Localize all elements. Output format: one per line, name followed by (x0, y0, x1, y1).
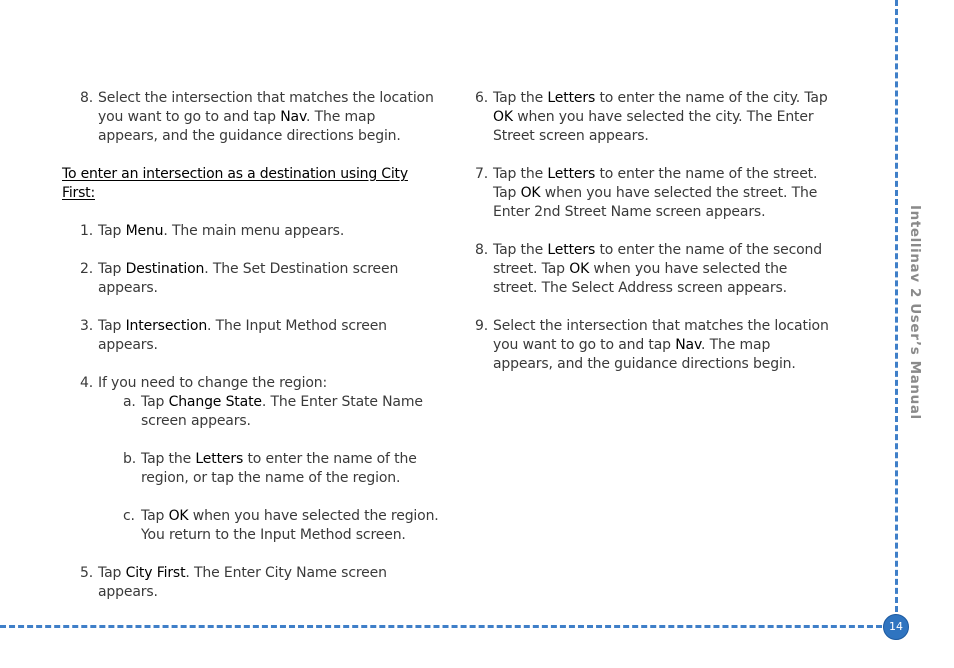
step-text: Select the intersection that matches the location you want to go to and tap Nav. The map appears, and the guidance directions begin. (98, 90, 434, 144)
letters-keyword: Letters (547, 242, 596, 258)
vertical-dashed-border (895, 0, 898, 612)
city-first-keyword: City First (125, 565, 186, 581)
change-state-keyword: Change State (168, 394, 262, 410)
step-3: 3. Tap Intersection. The Input Method screen appears. (80, 318, 387, 353)
substep-a: a. Tap Change State. The Enter State Name screen appears. (123, 394, 423, 429)
page-number-badge: 14 (883, 614, 909, 640)
step-8-left (80, 89, 435, 146)
intersection-keyword: Intersection (125, 318, 208, 334)
ok-keyword: OK (569, 261, 590, 277)
letters-keyword: Letters (547, 90, 596, 106)
step-9: 9. Select the intersection that matches the location you want to go to and tap Nav. The map appears, and the guidance directions begin. (475, 318, 829, 372)
ok-keyword: OK (520, 185, 541, 201)
step-4: 4. If you need to change the region: (80, 375, 328, 391)
step-5: 5. Tap City First. The Enter City Name screen appears. (80, 565, 387, 600)
substep-c: c. Tap OK when you have selected the region. You return to the Input Method screen. (123, 508, 439, 543)
step-2: 2. Tap Destination. The Set Destination screen appears. (80, 261, 399, 296)
step-number: 8. (80, 90, 94, 106)
ok-keyword: OK (493, 109, 513, 125)
letters-keyword: Letters (195, 451, 244, 467)
manual-side-title: Intellinav 2 User’s Manual (907, 205, 923, 420)
step-7: 7. Tap the Letters to enter the name of the street. Tap OK when you have selected the street. The Enter 2nd Street Name screen appears. (475, 166, 818, 220)
menu-keyword: Menu (125, 223, 164, 239)
step-8-right: 8. Tap the Letters to enter the name of the second street. Tap OK when you have selected the street. The Select Address screen appears. (475, 242, 822, 296)
horizontal-dashed-border (0, 625, 882, 628)
substep-b: b. Tap the Letters to enter the name of the region, or tap the name of the region. (123, 451, 417, 486)
letters-keyword: Letters (547, 166, 596, 182)
section-heading: To enter an intersection as a destination using City First: (62, 166, 408, 201)
step-1: 1. Tap Menu. The main menu appears. (80, 223, 345, 239)
ok-keyword: OK (168, 508, 189, 524)
destination-keyword: Destination (125, 261, 205, 277)
step-6: 6. Tap the Letters to enter the name of the city. Tap OK when you have selected the city. The Enter Street screen appears. (475, 90, 828, 144)
nav-keyword: Nav (280, 109, 307, 125)
nav-keyword: Nav (675, 337, 702, 353)
